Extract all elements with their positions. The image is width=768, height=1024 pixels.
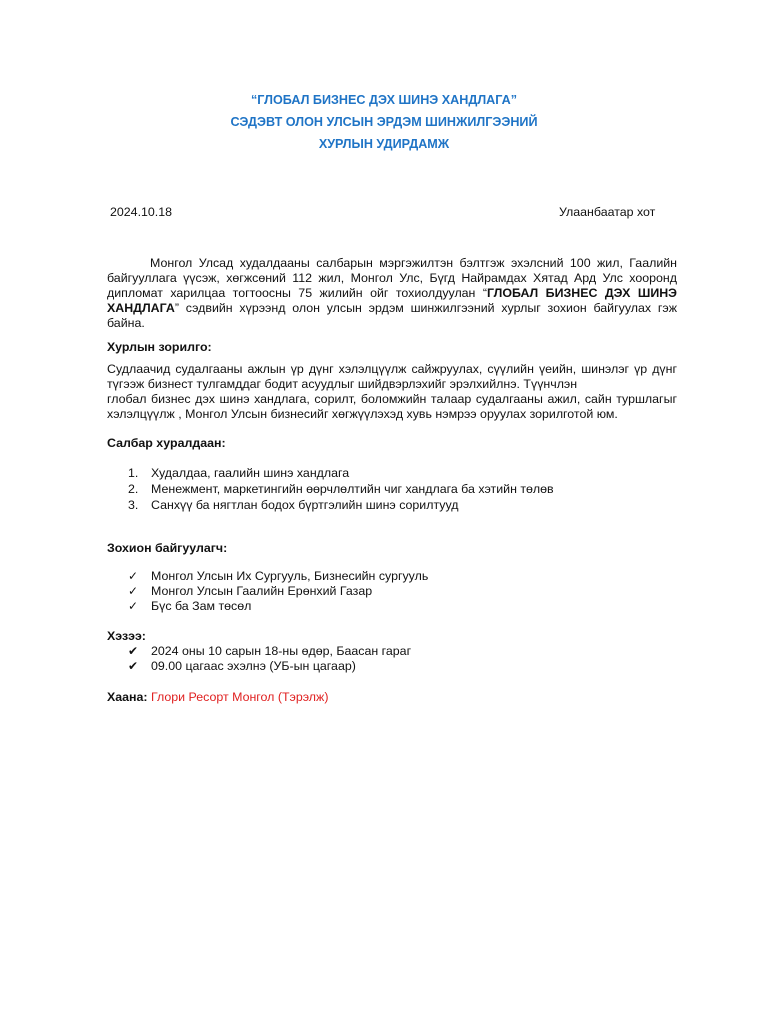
document-city: Улаанбаатар хот [559, 205, 656, 219]
list-item-text: Монгол Улсын Гаалийн Ерөнхий Газар [151, 584, 373, 598]
heavy-check-icon: ✔ [128, 659, 139, 673]
list-item-text: 2024 оны 10 сарын 18-ны өдөр, Баасан гараг [151, 644, 412, 658]
list-item-text: 09.00 цагаас эхэлнэ (УБ-ын цагаар) [151, 659, 356, 673]
where-line [107, 690, 328, 705]
when-list [128, 644, 411, 674]
organizers-list [128, 569, 428, 614]
list-item-text: Монгол Улсын Их Сургууль, Бизнесийн сургууль [151, 569, 429, 583]
goal-paragraph [107, 362, 677, 422]
list-item [128, 659, 411, 674]
organizers-heading: Зохион байгуулагч: [107, 541, 228, 555]
list-number: 3. [128, 498, 139, 512]
list-item-text: Бүс ба Зам төсөл [151, 599, 252, 613]
goal-text-1: Судлаачид судалгааны ажлын үр дүнг хэлэлцүүлж сайжруулах, сүүлийн үеийн, шинэлэг үр дүнг түгээж бизнест тулгамддаг бодит асуудлыг шийдвэрлэхийг эрэлхийлнэ. Түүнчлэн [107, 362, 677, 391]
list-number: 1. [128, 466, 139, 480]
goal-heading: Хурлын зорилго: [107, 340, 212, 354]
list-item [128, 584, 428, 599]
document-title-line-3: ХУРЛЫН УДИРДАМЖ [318, 137, 450, 151]
branches-list [128, 466, 554, 514]
list-number: 2. [128, 482, 139, 496]
list-item [128, 482, 554, 498]
list-item [128, 498, 554, 514]
list-item-text: Худалдаа, гаалийн шинэ хандлага [151, 466, 350, 480]
document-date: 2024.10.18 [110, 205, 173, 219]
list-item-text: Санхүү ба нягтлан бодох бүртгэлийн шинэ сорилтууд [151, 498, 459, 512]
document-title-line-2: СЭДЭВТ ОЛОН УЛСЫН ЭРДЭМ ШИНЖИЛГЭЭНИЙ [230, 115, 538, 129]
check-icon: ✓ [128, 584, 139, 598]
intro-bold-topic: ГЛОБАЛ БИЗНЕС ДЭХ ШИНЭ ХАНДЛАГА [107, 286, 677, 315]
branches-heading: Салбар хуралдаан: [107, 436, 226, 450]
where-label: Хаана: [107, 690, 148, 704]
document-title-line-1: “ГЛОБАЛ БИЗНЕС ДЭХ ШИНЭ ХАНДЛАГА” [251, 93, 517, 107]
where-value: Глори Ресорт Монгол (Тэрэлж) [151, 690, 329, 704]
when-heading: Хэзээ: [107, 629, 146, 643]
intro-text-end: ” сэдвийн хүрээнд олон улсын эрдэм шинжилгээний хурлыг зохион байгуулах гэж байна. [107, 301, 677, 330]
intro-text-start: Монгол Улсад худалдааны салбарын мэргэжилтэн бэлтгэж эхэлсний 100 жил, Гаалийн байгууллага үүсэж, хөгжсөний 112 жил, Монгол Улс, Бүгд Найрамдах Хятад Ард Улс хооронд дипломат харилцаа тогтоосны 75 жилийн ойг тохиолдуулан “ [107, 256, 677, 300]
heavy-check-icon: ✔ [128, 644, 139, 658]
list-item [128, 569, 428, 584]
check-icon: ✓ [128, 569, 139, 583]
goal-text-2: глобал бизнес дэх шинэ хандлага, сорилт, боломжийн талаар судалгааны ажил, сайн туршлагыг хэлэлцүүлж , Монгол Улсын бизнесийг хөгжүүлэхэд хувь нэмрээ оруулах зорилготой юм. [107, 392, 677, 421]
list-item [128, 599, 428, 614]
check-icon: ✓ [128, 599, 139, 613]
list-item [128, 466, 554, 482]
intro-paragraph [107, 256, 677, 331]
list-item-text: Менежмент, маркетингийн өөрчлөлтийн чиг хандлага ба хэтийн төлөв [151, 482, 554, 496]
list-item [128, 644, 411, 659]
